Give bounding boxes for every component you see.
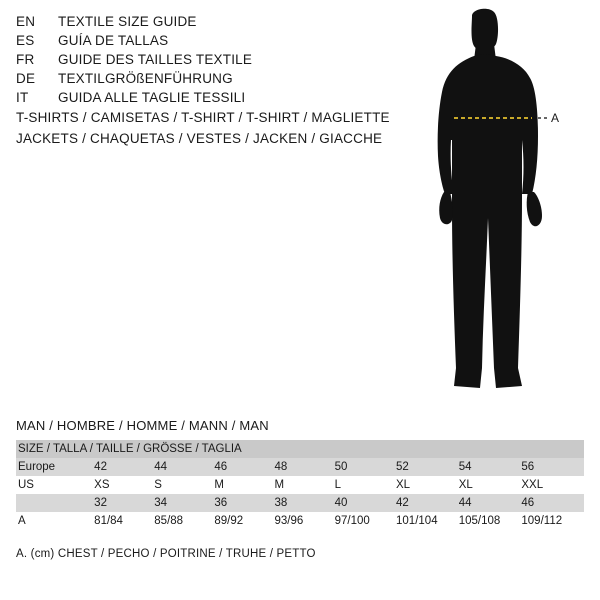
cell: 46 — [214, 458, 274, 476]
language-text: GUIDA ALLE TAGLIE TESSILI — [58, 90, 246, 105]
cell: 36 — [214, 494, 274, 512]
cell: M — [275, 476, 335, 494]
row-label-us: US — [16, 476, 94, 494]
table-row — [16, 476, 584, 494]
language-code: EN — [16, 14, 36, 29]
cell: 101/104 — [396, 512, 459, 530]
row-label-europe: Europe — [16, 458, 94, 476]
cell: 32 — [94, 494, 154, 512]
cell: 105/108 — [459, 512, 522, 530]
language-code: DE — [16, 71, 36, 86]
category-line-tshirts: T-SHIRTS / CAMISETAS / T-SHIRT / T-SHIRT / MAGLIETTE — [16, 110, 390, 125]
language-row — [16, 90, 416, 109]
language-guide-block — [16, 14, 416, 109]
table-row — [16, 494, 584, 512]
cell: 44 — [459, 494, 522, 512]
table-header-label: SIZE / TALLA / TAILLE / GRÖSSE / TAGLIA — [16, 440, 584, 458]
cell: 34 — [154, 494, 214, 512]
language-row — [16, 52, 416, 71]
category-block — [16, 110, 446, 152]
cell: 56 — [521, 458, 584, 476]
language-code: FR — [16, 52, 35, 67]
cell: 85/88 — [154, 512, 214, 530]
cell: XXL — [521, 476, 584, 494]
footnote-chest-measure: A. (cm) CHEST / PECHO / POITRINE / TRUHE / PETTO — [16, 548, 316, 560]
language-row — [16, 33, 416, 52]
male-silhouette-figure — [400, 8, 600, 408]
size-table — [16, 440, 584, 530]
cell: 42 — [94, 458, 154, 476]
cell: 42 — [396, 494, 459, 512]
cell: 89/92 — [214, 512, 274, 530]
cell: 93/96 — [275, 512, 335, 530]
cell: 97/100 — [335, 512, 396, 530]
cell: 109/112 — [521, 512, 584, 530]
cell: 38 — [275, 494, 335, 512]
silhouette-svg — [400, 8, 600, 408]
language-text: TEXTILE SIZE GUIDE — [58, 14, 197, 29]
cell: 46 — [521, 494, 584, 512]
cell: 52 — [396, 458, 459, 476]
category-line-jackets: JACKETS / CHAQUETAS / VESTES / JACKEN / GIACCHE — [16, 131, 383, 146]
language-text: GUÍA DE TALLAS — [58, 33, 169, 48]
language-text: TEXTILGRÖßENFÜHRUNG — [58, 71, 233, 86]
cell: XL — [396, 476, 459, 494]
table-row — [16, 512, 584, 530]
cell: 54 — [459, 458, 522, 476]
cell: M — [214, 476, 274, 494]
cell: 48 — [275, 458, 335, 476]
row-label-us-numeric — [16, 494, 94, 512]
table-row — [16, 458, 584, 476]
cell: 40 — [335, 494, 396, 512]
language-code: IT — [16, 90, 29, 105]
cell: 44 — [154, 458, 214, 476]
language-row — [16, 14, 416, 33]
table-title-man: MAN / HOMBRE / HOMME / MANN / MAN — [16, 418, 269, 433]
language-text: GUIDE DES TAILLES TEXTILE — [58, 52, 253, 67]
cell: XS — [94, 476, 154, 494]
row-label-a: A — [16, 512, 94, 530]
language-code: ES — [16, 33, 35, 48]
cell: 50 — [335, 458, 396, 476]
cell: 81/84 — [94, 512, 154, 530]
cell: L — [335, 476, 396, 494]
cell: XL — [459, 476, 522, 494]
table-header-row — [16, 440, 584, 458]
measure-label-a: A — [551, 111, 560, 125]
cell: S — [154, 476, 214, 494]
language-row — [16, 71, 416, 90]
